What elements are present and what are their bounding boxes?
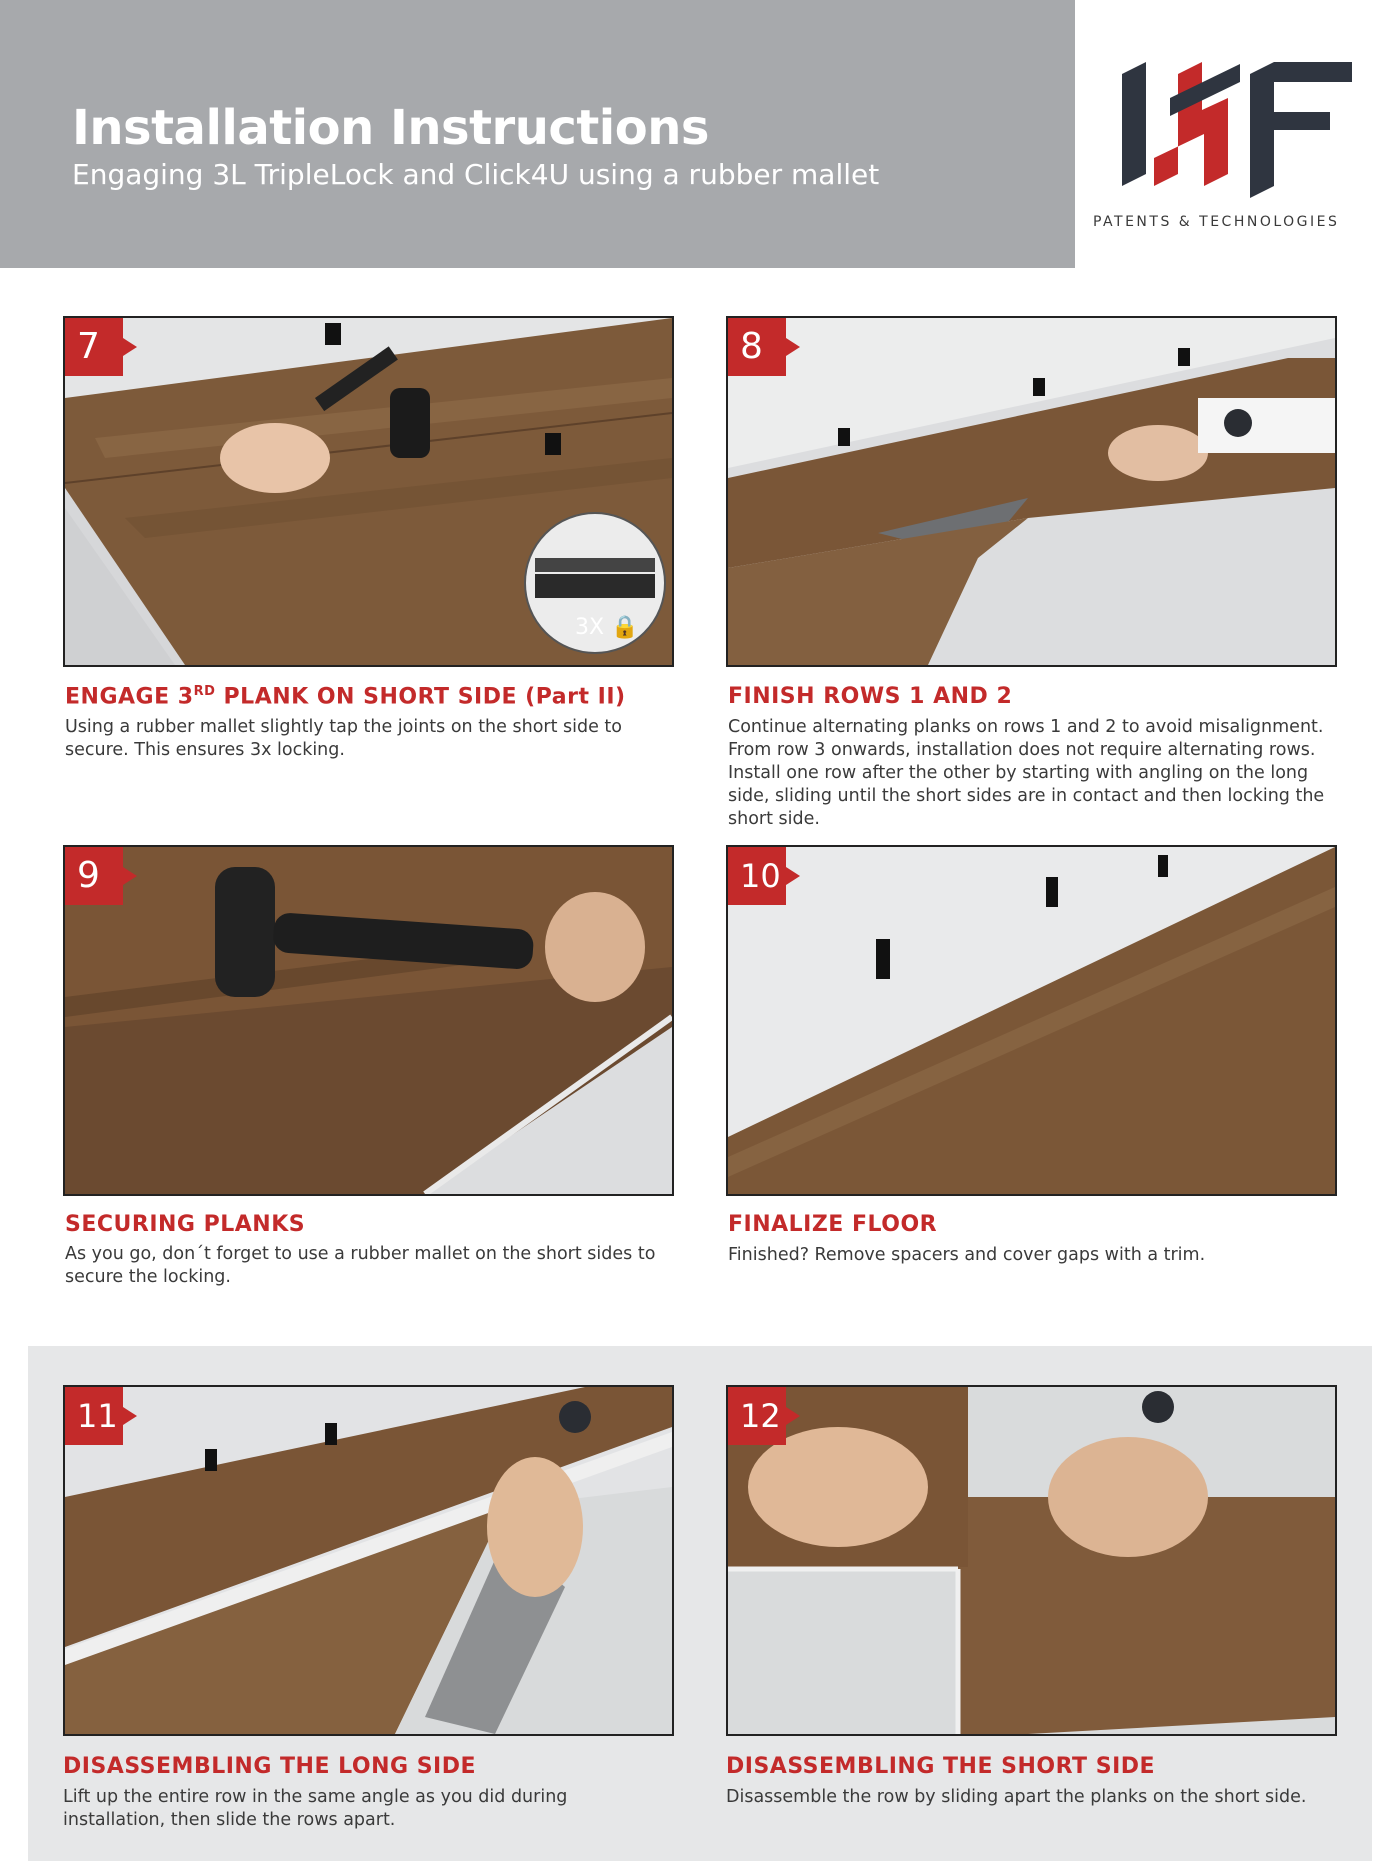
step-9-photo <box>63 845 674 1196</box>
step-10-title: FINALIZE FLOOR <box>728 1212 938 1237</box>
lock-inset-label: 3X 🔒 <box>575 615 639 640</box>
logo-tagline: PATENTS & TECHNOLOGIES <box>1093 214 1340 230</box>
step-number-badge: 9 <box>65 847 123 905</box>
step-12-description: Disassemble the row by sliding apart the planks on the short side. <box>726 1787 1307 1807</box>
step-12-photo <box>726 1385 1337 1736</box>
page-subtitle: Engaging 3L TripleLock and Click4U using a rubber mallet <box>72 158 880 191</box>
step-8-description: Continue alternating planks on rows 1 and 2 to avoid misalignment. From row 3 onwards, installation does not require alternating rows. Install one row after the other by starting with angling on the long side, sliding until the short sides are in contact and then locking the short side. <box>728 717 1325 829</box>
header-banner <box>0 0 1075 268</box>
i4f-logo <box>1090 60 1360 240</box>
step-number-badge: 10 <box>728 847 786 905</box>
step-number-badge: 8 <box>728 318 786 376</box>
step-8-title: FINISH ROWS 1 AND 2 <box>728 684 1013 709</box>
step-9-title: SECURING PLANKS <box>65 1212 306 1237</box>
step-number-badge: 12 <box>728 1387 786 1445</box>
step-12-title: DISASSEMBLING THE SHORT SIDE <box>726 1754 1156 1779</box>
step-number-badge: 7 <box>65 318 123 376</box>
step-7-photo <box>63 316 674 667</box>
step-number-badge: 11 <box>65 1387 123 1445</box>
lock-icon: 🔒 <box>611 615 639 640</box>
step-10-description: Finished? Remove spacers and cover gaps with a trim. <box>728 1245 1206 1265</box>
page-title: Installation Instructions <box>72 100 709 156</box>
step-11-title: DISASSEMBLING THE LONG SIDE <box>63 1754 477 1779</box>
step-11-description: Lift up the entire row in the same angle as you did during installation, then slide the rows apart. <box>63 1787 568 1830</box>
step-9-description: As you go, don´t forget to use a rubber mallet on the short sides to secure the locking. <box>65 1244 656 1287</box>
step-8-photo <box>726 316 1337 667</box>
step-7-title: ENGAGE 3RD PLANK ON SHORT SIDE (Part II) <box>65 684 626 710</box>
step-11-photo <box>63 1385 674 1736</box>
step-7-description: Using a rubber mallet slightly tap the joints on the short side to secure. This ensures 3x locking. <box>65 717 623 760</box>
step-10-photo <box>726 845 1337 1196</box>
